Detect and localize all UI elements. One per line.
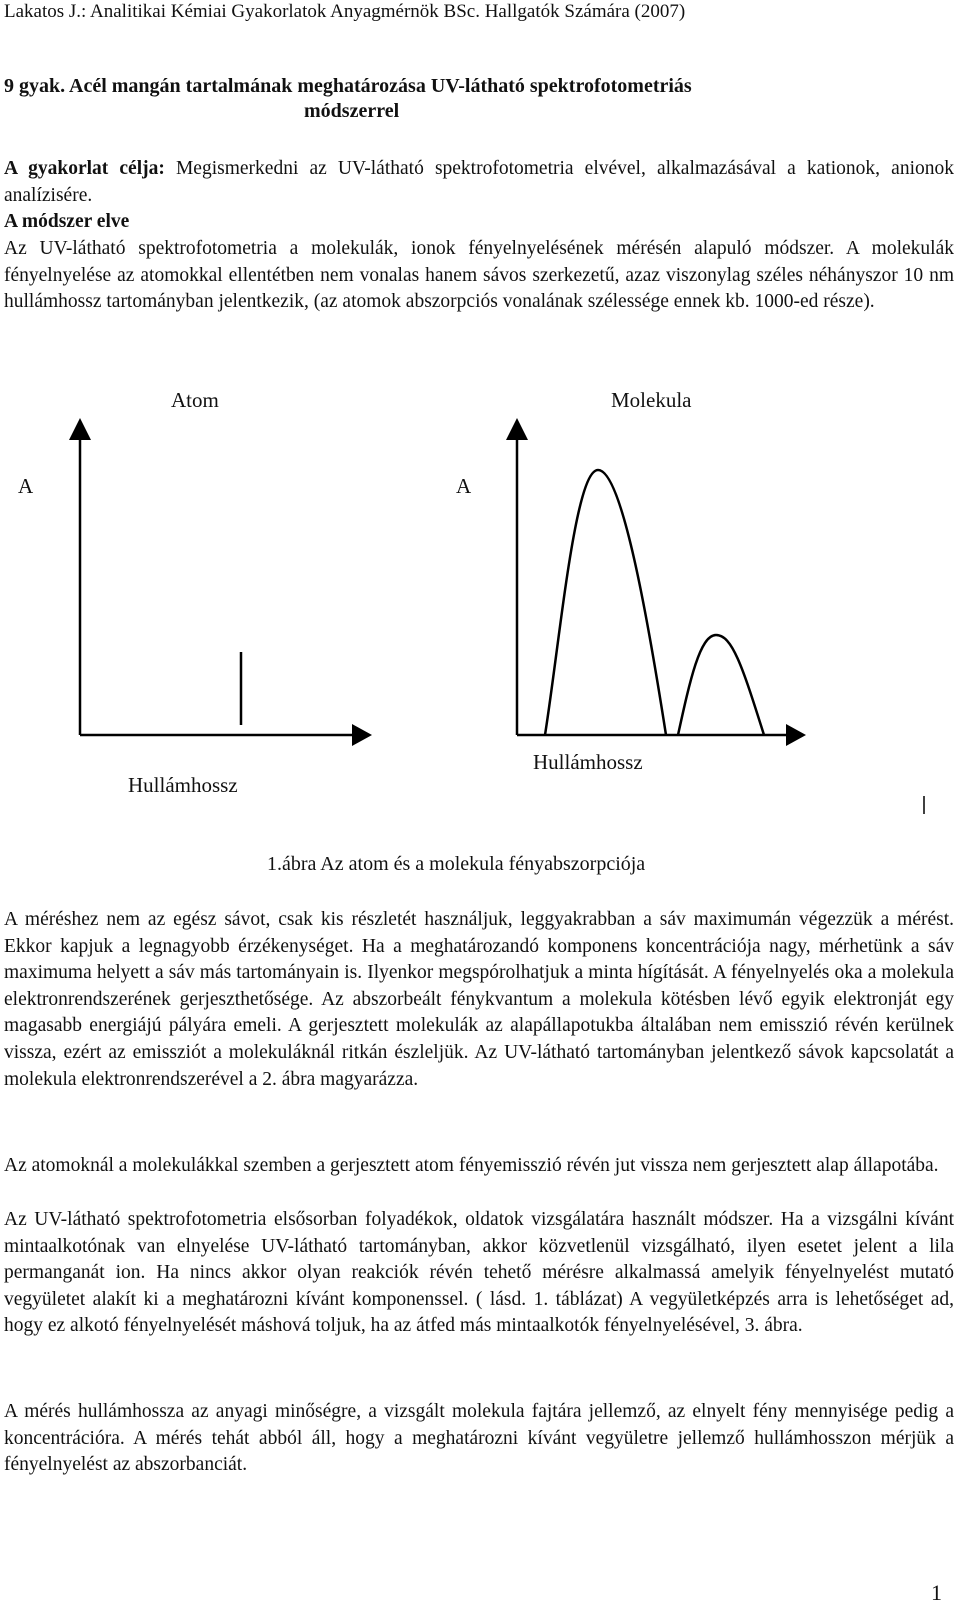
figure-caption: 1.ábra Az atom és a molekula fényabszorpciója (267, 853, 646, 875)
principle-heading: A módszer elve (4, 211, 130, 232)
atom-title: Atom (171, 388, 219, 412)
title-line-1: 9 gyak. Acél mangán tartalmának meghatározása UV-látható spektrofotometriás (4, 75, 692, 97)
title-line-2: módszerrel (304, 100, 400, 122)
page-number: 1 (931, 1580, 942, 1605)
principle-paragraph: Az UV-látható spektrofotometria a molekulák, ionok fényelnyelésének mérésén alapuló módszer. A molekulák fényelnyelése az atomokkal ellentétben nem vonalas hanem sávos szerkezetű, azaz viszonylag széles néhányszor 10 nm hullámhossz tartományban jelentkezik, (az atomok abszorpciós vonalának szélessége ennek kb. 1000-ed része). (4, 238, 954, 313)
atom-y-label: A (18, 474, 34, 498)
molecule-x-label: Hullámhossz (533, 750, 643, 774)
molecule-band-1 (545, 470, 666, 735)
atom-x-axis-arrow (352, 724, 372, 746)
atom-y-axis-arrow (69, 418, 91, 440)
body-paragraph-3: Az UV-látható spektrofotometria elsősorban folyadékok, oldatok vizsgálatára használt módszer. Ha a vizsgálni kívánt mintaalkotónak van elnyelése UV-látható tartományban, akkor közvetlenül vizsgálható, ilyen esetet jelent a lila permanganát ion. Ha nincs akkor olyan reakciók révén tehető mérésre alkalmassá amelyik fényelnyelést mutató vegyületet alakít ki a meghatározni kívánt komponenssel. ( lásd. 1. táblázat) A vegyületképzés arra is lehetőséget ad, hogy ez alkotó fényelnyelését máshová toljuk, ha az átfed más mintaalkotók fényelnyelésével, 3. ábra. (4, 1209, 954, 1337)
body-paragraph-1: A méréshez nem az egész sávot, csak kis részletét használjuk, leggyakrabban a sáv maximumán végezzük a mérést. Ekkor kapjuk a legnagyobb érzékenységet. Ha a meghatározandó komponens koncentrációja nagy, mérhetünk a sáv maximuma helyett a sáv más tartományain is. Ilyenkor megspórolhatjuk a minta hígítását. A fényelnyelés oka a molekula elektronrendszerének gerjeszthetősége. Az abszorbeált fénykvantum a molekula kötésben lévő egyik elektronját egy magasabb energiájú pályára emeli. A gerjesztett molekulák az alapállapotukba általában nem emisszió révén kerülnek vissza, ezért az emissziót a molekuláknál ritkán észleljük. Az UV-látható tartományban jelentkező sávok kapcsolatát a molekula elektronrendszerével a 2. ábra magyarázza. (4, 909, 954, 1090)
molecule-x-axis-arrow (786, 724, 806, 746)
goal-label: A gyakorlat célja: (4, 158, 165, 179)
molecule-y-label: A (456, 474, 472, 498)
atom-x-label: Hullámhossz (128, 773, 238, 797)
molecule-band-2 (678, 635, 764, 735)
running-header: Lakatos J.: Analitikai Kémiai Gyakorlatok Anyagmérnök BSc. Hallgatók Számára (2007) (4, 1, 686, 22)
molecule-y-axis-arrow (506, 418, 528, 440)
molecule-title: Molekula (611, 388, 692, 412)
goal-text: Megismerkedni az UV-látható spektrofotometria elvével, alkalmazásával a kationok, anionok analízisére. (4, 158, 954, 206)
body-paragraph-4: A mérés hullámhossza az anyagi minőségre, a vizsgált molekula fajtára jellemző, az elnyelt fény mennyisége pedig a koncentrációra. A mérés tehát abból áll, hogy a meghatározni kívánt vegyületre jellemző hullámhosszon mérjük a fényelnyelést az abszorbanciát. (4, 1401, 954, 1476)
body-paragraph-2: Az atomoknál a molekulákkal szemben a gerjesztett atom fényemisszió révén jut vissza nem gerjesztett alap állapotába. (4, 1155, 939, 1176)
